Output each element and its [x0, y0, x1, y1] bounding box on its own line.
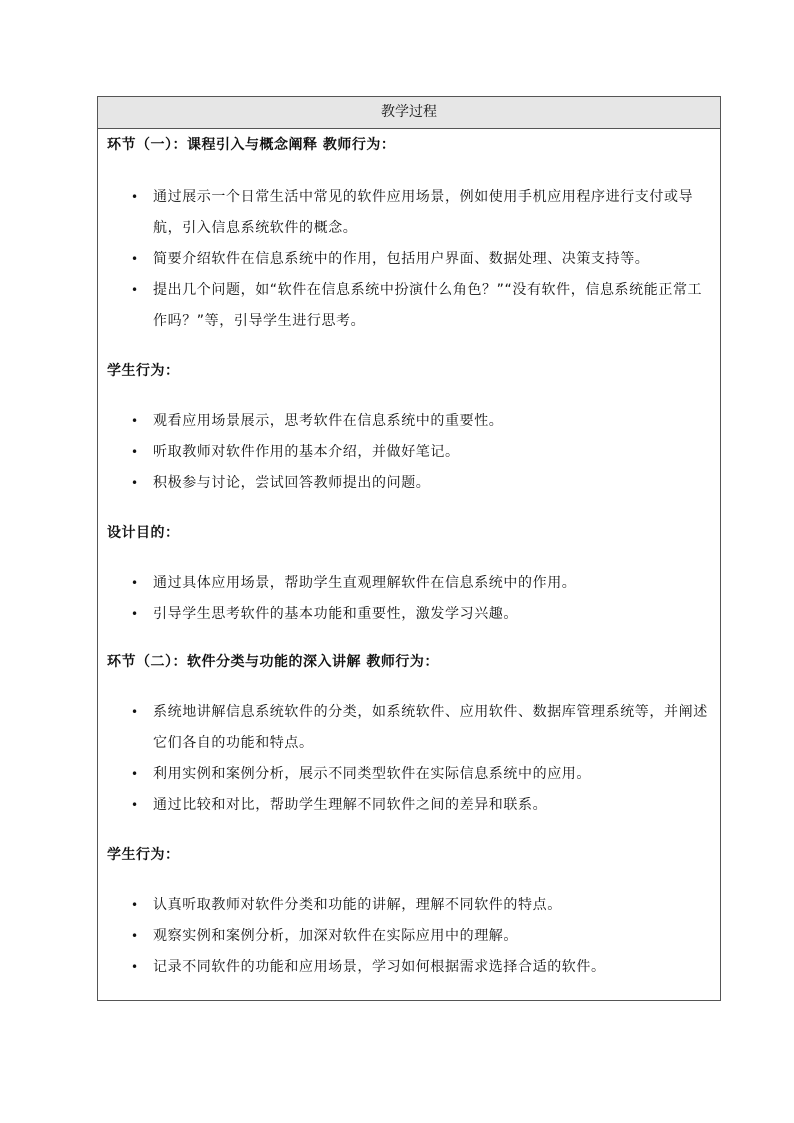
bullet-list [107, 406, 711, 499]
bullet-list [107, 568, 711, 630]
list-item: • 通过展示一个日常生活中常见的软件应用场景，例如使用手机应用程序进行支付或导航，引入信息系统软件的概念。 [107, 182, 711, 244]
list-item: • 提出几个问题，如“软件在信息系统中扮演什么角色？”“没有软件，信息系统能正常工作吗？”等，引导学生进行思考。 [107, 275, 711, 337]
bullet-list [107, 697, 711, 821]
section-heading: 环节（二）：软件分类与功能的深入讲解 教师行为： [107, 654, 439, 670]
bullet-icon: • [131, 283, 139, 297]
list-item: • 引导学生思考软件的基本功能和重要性，激发学习兴趣。 [107, 599, 711, 630]
list-item: • 积极参与讨论，尝试回答教师提出的问题。 [107, 468, 711, 499]
bullet-icon: • [131, 960, 139, 974]
bullet-list [107, 182, 711, 337]
list-item: • 认真听取教师对软件分类和功能的讲解，理解不同软件的特点。 [107, 890, 711, 921]
list-item: • 系统地讲解信息系统软件的分类，如系统软件、应用软件、数据库管理系统等，并阐述它们各自的功能和特点。 [107, 697, 711, 759]
bullet-icon: • [131, 929, 139, 943]
section-heading: 环节（一）：课程引入与概念阐释 教师行为： [107, 137, 396, 153]
bullet-icon: • [131, 576, 139, 590]
bullet-icon: • [131, 414, 139, 428]
list-item: • 记录不同软件的功能和应用场景，学习如何根据需求选择合适的软件。 [107, 952, 711, 983]
list-item: • 观察实例和案例分析，加深对软件在实际应用中的理解。 [107, 921, 711, 952]
table-header-title: 教学过程 [98, 97, 720, 129]
bullet-icon: • [131, 445, 139, 459]
section-heading: 学生行为： [107, 363, 180, 379]
list-item: • 利用实例和案例分析，展示不同类型软件在实际信息系统中的应用。 [107, 759, 711, 790]
bullet-icon: • [131, 476, 139, 490]
list-item: • 听取教师对软件作用的基本介绍，并做好笔记。 [107, 437, 711, 468]
list-item: • 简要介绍软件在信息系统中的作用，包括用户界面、数据处理、决策支持等。 [107, 244, 711, 275]
bullet-icon: • [131, 252, 139, 266]
section-heading: 设计目的： [107, 525, 180, 541]
bullet-icon: • [131, 607, 139, 621]
bullet-icon: • [131, 705, 139, 719]
bullet-icon: • [131, 898, 139, 912]
list-item: • 观看应用场景展示，思考软件在信息系统中的重要性。 [107, 406, 711, 437]
list-item: • 通过比较和对比，帮助学生理解不同软件之间的差异和联系。 [107, 790, 711, 821]
bullet-icon: • [131, 798, 139, 812]
teaching-process-table [97, 96, 721, 1001]
table-content [98, 135, 720, 983]
bullet-icon: • [131, 190, 139, 204]
section-heading: 学生行为： [107, 847, 180, 863]
bullet-icon: • [131, 767, 139, 781]
list-item: • 通过具体应用场景，帮助学生直观理解软件在信息系统中的作用。 [107, 568, 711, 599]
bullet-list [107, 890, 711, 983]
